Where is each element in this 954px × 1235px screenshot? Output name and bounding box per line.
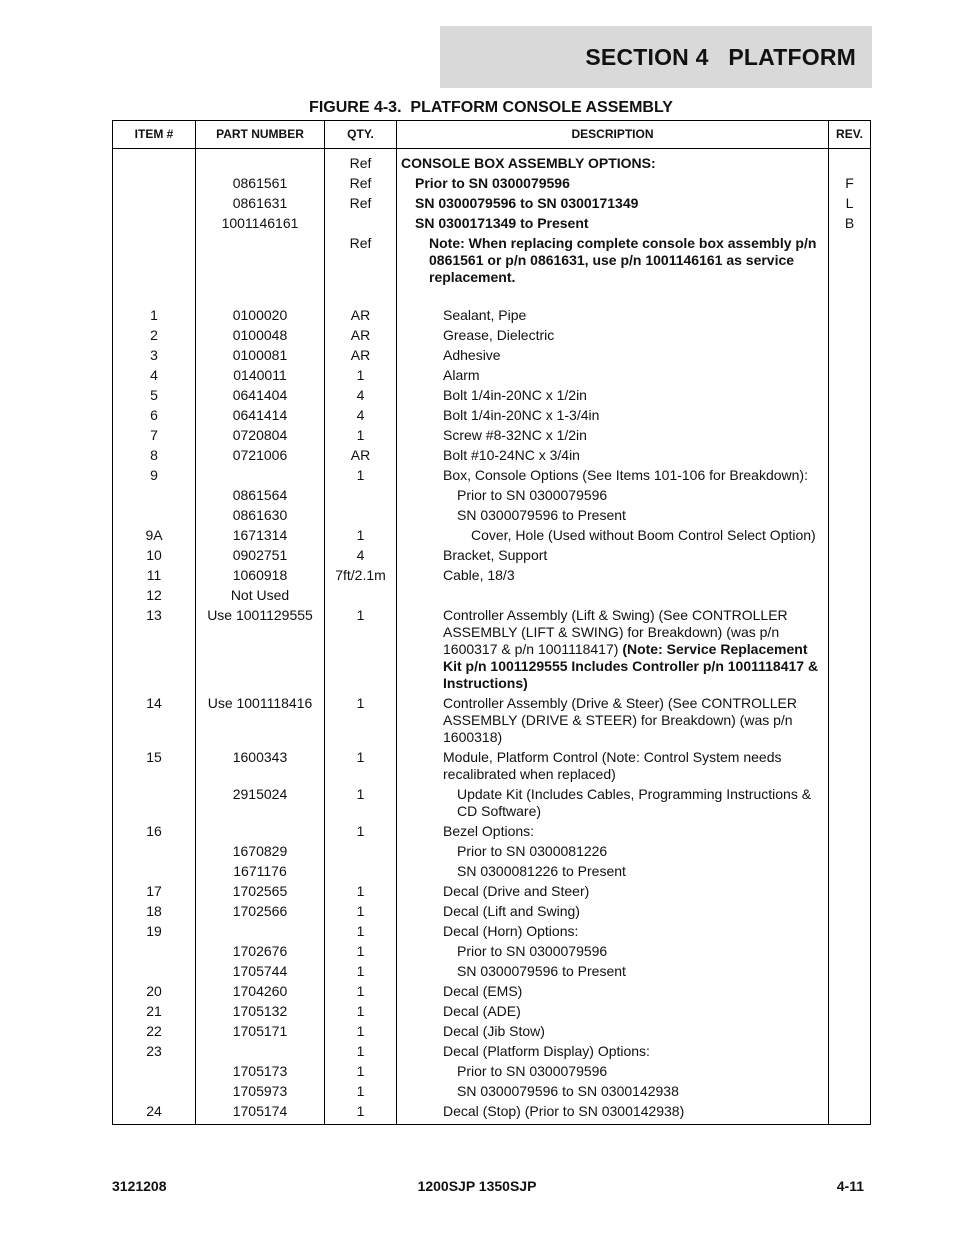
item-cell (113, 175, 196, 195)
description-cell (397, 749, 829, 786)
table-row (113, 447, 871, 467)
description-cell (397, 347, 829, 367)
qty-cell: 1 (325, 1003, 397, 1023)
col-header-part-number: PART NUMBER (196, 121, 325, 149)
rev-cell (829, 407, 871, 427)
item-cell (113, 215, 196, 235)
description-text: Screw #8-32NC x 1/2in (443, 427, 587, 443)
item-cell: 9A (113, 527, 196, 547)
description-note: (Note: Service Replacement Kit p/n 1001129555 Includes Controller p/n 1001118417 & Instructions) (443, 641, 819, 691)
table-row (113, 195, 871, 215)
rev-cell (829, 447, 871, 467)
qty-cell: 1 (325, 786, 397, 823)
table-row (113, 1103, 871, 1125)
table-row (113, 327, 871, 347)
part-number-cell: 0100081 (196, 347, 325, 367)
spacer-cell (113, 289, 196, 307)
table-row (113, 407, 871, 427)
col-header-item: ITEM # (113, 121, 196, 149)
part-number-cell: 0720804 (196, 427, 325, 447)
rev-cell (829, 843, 871, 863)
item-cell: 22 (113, 1023, 196, 1043)
part-number-cell: 0140011 (196, 367, 325, 387)
rev-cell (829, 367, 871, 387)
part-number-cell (196, 823, 325, 843)
rev-cell (829, 863, 871, 883)
part-number-cell: 1670829 (196, 843, 325, 863)
description-cell (397, 195, 829, 215)
part-number-cell (196, 149, 325, 176)
description-cell (397, 487, 829, 507)
item-cell: 21 (113, 1003, 196, 1023)
rev-cell (829, 1043, 871, 1063)
description-text: Decal (Lift and Swing) (443, 903, 580, 919)
rev-cell (829, 903, 871, 923)
col-header-rev: REV. (829, 121, 871, 149)
table-row (113, 427, 871, 447)
qty-cell: 1 (325, 1043, 397, 1063)
part-number-cell: 1705132 (196, 1003, 325, 1023)
rev-cell: L (829, 195, 871, 215)
description-cell (397, 235, 829, 289)
description-text: Prior to SN 0300079596 (457, 487, 608, 503)
qty-cell: 1 (325, 607, 397, 695)
part-number-cell: 1702565 (196, 883, 325, 903)
rev-cell (829, 1103, 871, 1125)
part-number-cell (196, 1043, 325, 1063)
rev-cell (829, 1023, 871, 1043)
table-header-row (113, 121, 871, 149)
part-number-cell (196, 235, 325, 289)
item-cell: 15 (113, 749, 196, 786)
description-cell (397, 407, 829, 427)
part-number-cell: Not Used (196, 587, 325, 607)
qty-cell: 1 (325, 467, 397, 487)
description-text: Prior to SN 0300079596 (457, 1063, 608, 1079)
table-row (113, 607, 871, 695)
part-number-cell: 0861564 (196, 487, 325, 507)
qty-cell: AR (325, 307, 397, 327)
qty-cell: 1 (325, 1063, 397, 1083)
qty-cell: 4 (325, 387, 397, 407)
rev-cell (829, 487, 871, 507)
qty-cell: 1 (325, 823, 397, 843)
qty-cell: 1 (325, 1023, 397, 1043)
item-cell (113, 943, 196, 963)
rev-cell (829, 983, 871, 1003)
rev-cell (829, 149, 871, 176)
rev-cell (829, 507, 871, 527)
item-cell: 11 (113, 567, 196, 587)
part-number-cell: 1671314 (196, 527, 325, 547)
part-number-cell: 0861631 (196, 195, 325, 215)
qty-cell: 1 (325, 943, 397, 963)
qty-cell: 1 (325, 963, 397, 983)
table-row (113, 963, 871, 983)
item-cell: 9 (113, 467, 196, 487)
item-cell: 2 (113, 327, 196, 347)
rev-cell (829, 427, 871, 447)
part-number-cell: 1704260 (196, 983, 325, 1003)
table-row (113, 487, 871, 507)
part-number-cell: 1671176 (196, 863, 325, 883)
figure-title: FIGURE 4-3. PLATFORM CONSOLE ASSEMBLY (309, 99, 673, 116)
item-cell: 5 (113, 387, 196, 407)
qty-cell: Ref (325, 195, 397, 215)
description-cell (397, 923, 829, 943)
description-text: CONSOLE BOX ASSEMBLY OPTIONS: (401, 155, 656, 171)
table-row (113, 387, 871, 407)
description-cell (397, 467, 829, 487)
part-number-cell: 1705174 (196, 1103, 325, 1125)
spacer-cell (325, 289, 397, 307)
footer-model: 1200SJP 1350SJP (417, 1178, 537, 1194)
description-text: Decal (Stop) (Prior to SN 0300142938) (443, 1103, 685, 1119)
part-number-cell: 0902751 (196, 547, 325, 567)
description-cell (397, 1103, 829, 1125)
description-cell (397, 149, 829, 176)
qty-cell: 1 (325, 427, 397, 447)
table-row (113, 587, 871, 607)
item-cell: 4 (113, 367, 196, 387)
qty-cell: AR (325, 327, 397, 347)
qty-cell: 1 (325, 983, 397, 1003)
description-cell (397, 1063, 829, 1083)
rev-cell (829, 749, 871, 786)
part-number-cell: 0641414 (196, 407, 325, 427)
item-cell: 12 (113, 587, 196, 607)
description-text: Bolt #10-24NC x 3/4in (443, 447, 580, 463)
rev-cell (829, 963, 871, 983)
description-text: Bezel Options: (443, 823, 535, 839)
description-text: Bolt 1/4in-20NC x 1-3/4in (443, 407, 600, 423)
section-banner (440, 26, 872, 88)
item-cell (113, 1063, 196, 1083)
description-cell (397, 307, 829, 327)
description-text: Decal (EMS) (443, 983, 523, 999)
item-cell (113, 863, 196, 883)
description-text: Module, Platform Control (Note: Control System needs recalibrated when replaced) (443, 749, 782, 782)
description-text: Decal (Drive and Steer) (443, 883, 590, 899)
description-text: Bracket, Support (443, 547, 548, 563)
table-row (113, 467, 871, 487)
description-cell (397, 215, 829, 235)
description-cell (397, 607, 829, 695)
rev-cell (829, 883, 871, 903)
table-row (113, 1023, 871, 1043)
description-text: Prior to SN 0300079596 (457, 943, 608, 959)
table-row (113, 695, 871, 749)
description-cell (397, 547, 829, 567)
rev-cell (829, 923, 871, 943)
description-text: SN 0300081226 to Present (457, 863, 626, 879)
rev-cell (829, 1083, 871, 1103)
description-text: SN 0300079596 to SN 0300142938 (457, 1083, 679, 1099)
table-row (113, 1063, 871, 1083)
item-cell (113, 963, 196, 983)
table-row (113, 149, 871, 176)
description-cell (397, 1043, 829, 1063)
description-text: SN 0300079596 to SN 0300171349 (415, 195, 639, 211)
description-text: Adhesive (443, 347, 501, 363)
item-cell: 6 (113, 407, 196, 427)
table-row (113, 527, 871, 547)
part-number-cell: 1705171 (196, 1023, 325, 1043)
table-body (113, 149, 871, 1125)
item-cell: 14 (113, 695, 196, 749)
rev-cell (829, 387, 871, 407)
description-text: Update Kit (Includes Cables, Programming Instructions & CD Software) (457, 786, 812, 819)
qty-cell: 1 (325, 527, 397, 547)
spacer-cell (196, 289, 325, 307)
rev-cell: F (829, 175, 871, 195)
item-cell: 7 (113, 427, 196, 447)
parts-table (112, 120, 871, 1125)
table-row (113, 843, 871, 863)
description-text: Decal (Jib Stow) (443, 1023, 545, 1039)
description-cell (397, 1003, 829, 1023)
description-cell (397, 843, 829, 863)
description-cell (397, 943, 829, 963)
qty-cell: 1 (325, 1083, 397, 1103)
item-cell (113, 843, 196, 863)
item-cell: 8 (113, 447, 196, 467)
footer-doc-number: 3121208 (112, 1178, 167, 1194)
table-row (113, 507, 871, 527)
table-row (113, 983, 871, 1003)
description-text: Alarm (443, 367, 480, 383)
item-cell: 13 (113, 607, 196, 695)
table-row (113, 567, 871, 587)
description-text: Grease, Dielectric (443, 327, 555, 343)
qty-cell: AR (325, 347, 397, 367)
qty-cell: 4 (325, 407, 397, 427)
table-row (113, 749, 871, 786)
item-cell (113, 786, 196, 823)
description-cell (397, 427, 829, 447)
table-row (113, 175, 871, 195)
part-number-cell: 0641404 (196, 387, 325, 407)
item-cell: 10 (113, 547, 196, 567)
rev-cell (829, 695, 871, 749)
part-number-cell (196, 467, 325, 487)
description-cell (397, 447, 829, 467)
rev-cell (829, 467, 871, 487)
description-cell (397, 175, 829, 195)
section-title: SECTION 4 PLATFORM (585, 43, 856, 70)
item-cell: 1 (113, 307, 196, 327)
qty-cell: Ref (325, 235, 397, 289)
description-text: Prior to SN 0300081226 (457, 843, 608, 859)
item-cell: 23 (113, 1043, 196, 1063)
qty-cell: Ref (325, 175, 397, 195)
rev-cell (829, 307, 871, 327)
table-row (113, 307, 871, 327)
part-number-cell: 1705973 (196, 1083, 325, 1103)
rev-cell (829, 235, 871, 289)
part-number-cell: 1060918 (196, 567, 325, 587)
rev-cell (829, 587, 871, 607)
table-row (113, 903, 871, 923)
part-number-cell: 0100048 (196, 327, 325, 347)
table-row (113, 786, 871, 823)
table-row (113, 367, 871, 387)
spacer-cell (397, 289, 829, 307)
qty-cell: 1 (325, 923, 397, 943)
description-cell (397, 507, 829, 527)
part-number-cell: 0861561 (196, 175, 325, 195)
table-row (113, 1003, 871, 1023)
description-cell (397, 367, 829, 387)
description-text: SN 0300079596 to Present (457, 507, 626, 523)
qty-cell (325, 863, 397, 883)
rev-cell (829, 1063, 871, 1083)
item-cell: 19 (113, 923, 196, 943)
description-cell (397, 786, 829, 823)
description-cell (397, 567, 829, 587)
rev-cell (829, 547, 871, 567)
rev-cell (829, 527, 871, 547)
description-cell (397, 883, 829, 903)
description-text: Note: When replacing complete console box assembly p/n 0861561 or p/n 0861631, use p/n 1001146161 as service replacement. (429, 235, 817, 285)
description-text: SN 0300171349 to Present (415, 215, 589, 231)
part-number-cell: Use 1001129555 (196, 607, 325, 695)
rev-cell (829, 823, 871, 843)
part-number-cell: 0861630 (196, 507, 325, 527)
table-row (113, 215, 871, 235)
description-text: Bolt 1/4in-20NC x 1/2in (443, 387, 587, 403)
col-header-qty: QTY. (325, 121, 397, 149)
rev-cell (829, 786, 871, 823)
qty-cell (325, 507, 397, 527)
description-cell (397, 327, 829, 347)
table-row (113, 863, 871, 883)
spacer-cell (829, 289, 871, 307)
part-number-cell: 1705173 (196, 1063, 325, 1083)
part-number-cell (196, 923, 325, 943)
rev-cell (829, 607, 871, 695)
table-row (113, 923, 871, 943)
item-cell: 17 (113, 883, 196, 903)
qty-cell (325, 587, 397, 607)
description-cell (397, 903, 829, 923)
item-cell (113, 235, 196, 289)
description-text: SN 0300079596 to Present (457, 963, 626, 979)
description-cell (397, 527, 829, 547)
description-cell (397, 587, 829, 607)
description-cell (397, 823, 829, 843)
description-cell (397, 695, 829, 749)
table-row (113, 235, 871, 289)
qty-cell (325, 843, 397, 863)
qty-cell: 1 (325, 903, 397, 923)
rev-cell (829, 1003, 871, 1023)
table-row (113, 347, 871, 367)
table-row (113, 883, 871, 903)
footer-page-number: 4-11 (836, 1178, 864, 1194)
description-text: Box, Console Options (See Items 101-106 for Breakdown): (443, 467, 808, 483)
rev-cell (829, 943, 871, 963)
qty-cell (325, 487, 397, 507)
qty-cell: 1 (325, 367, 397, 387)
item-cell (113, 1083, 196, 1103)
description-cell (397, 1023, 829, 1043)
rev-cell: B (829, 215, 871, 235)
description-text: Cable, 18/3 (443, 567, 515, 583)
description-cell (397, 1083, 829, 1103)
item-cell (113, 487, 196, 507)
part-number-cell: 1702676 (196, 943, 325, 963)
rev-cell (829, 567, 871, 587)
item-cell: 20 (113, 983, 196, 1003)
col-header-description: DESCRIPTION (397, 121, 829, 149)
item-cell: 16 (113, 823, 196, 843)
description-text: Controller Assembly (Drive & Steer) (See CONTROLLER ASSEMBLY (DRIVE & STEER) for Breakdown) (was p/n 1600318) (443, 695, 797, 745)
table-spacer-row (113, 289, 871, 307)
part-number-cell: Use 1001118416 (196, 695, 325, 749)
description-cell (397, 983, 829, 1003)
part-number-cell: 1705744 (196, 963, 325, 983)
description-cell (397, 863, 829, 883)
item-cell (113, 149, 196, 176)
description-cell (397, 387, 829, 407)
rev-cell (829, 327, 871, 347)
qty-cell: 1 (325, 1103, 397, 1125)
qty-cell (325, 215, 397, 235)
part-number-cell: 0721006 (196, 447, 325, 467)
item-cell (113, 195, 196, 215)
part-number-cell: 2915024 (196, 786, 325, 823)
description-text: Cover, Hole (Used without Boom Control Select Option) (471, 527, 816, 543)
qty-cell: AR (325, 447, 397, 467)
table-row (113, 547, 871, 567)
description-text: Prior to SN 0300079596 (415, 175, 570, 191)
description-text: Decal (Platform Display) Options: (443, 1043, 650, 1059)
qty-cell: 7ft/2.1m (325, 567, 397, 587)
qty-cell: 4 (325, 547, 397, 567)
qty-cell: Ref (325, 149, 397, 176)
item-cell: 24 (113, 1103, 196, 1125)
description-text: Sealant, Pipe (443, 307, 527, 323)
item-cell (113, 507, 196, 527)
rev-cell (829, 347, 871, 367)
part-number-cell: 1001146161 (196, 215, 325, 235)
part-number-cell: 0100020 (196, 307, 325, 327)
table-row (113, 943, 871, 963)
description-text: Controller Assembly (Lift & Swing) (See CONTROLLER ASSEMBLY (LIFT & SWING) for Breakdown) (was p/n 1600317 & p/n 1001118417) (443, 607, 788, 657)
item-cell: 3 (113, 347, 196, 367)
description-text: Decal (ADE) (443, 1003, 521, 1019)
qty-cell: 1 (325, 883, 397, 903)
item-cell: 18 (113, 903, 196, 923)
table-row (113, 1043, 871, 1063)
table-row (113, 823, 871, 843)
qty-cell: 1 (325, 695, 397, 749)
part-number-cell: 1600343 (196, 749, 325, 786)
description-cell (397, 963, 829, 983)
table-row (113, 1083, 871, 1103)
qty-cell: 1 (325, 749, 397, 786)
part-number-cell: 1702566 (196, 903, 325, 923)
description-text: Decal (Horn) Options: (443, 923, 579, 939)
